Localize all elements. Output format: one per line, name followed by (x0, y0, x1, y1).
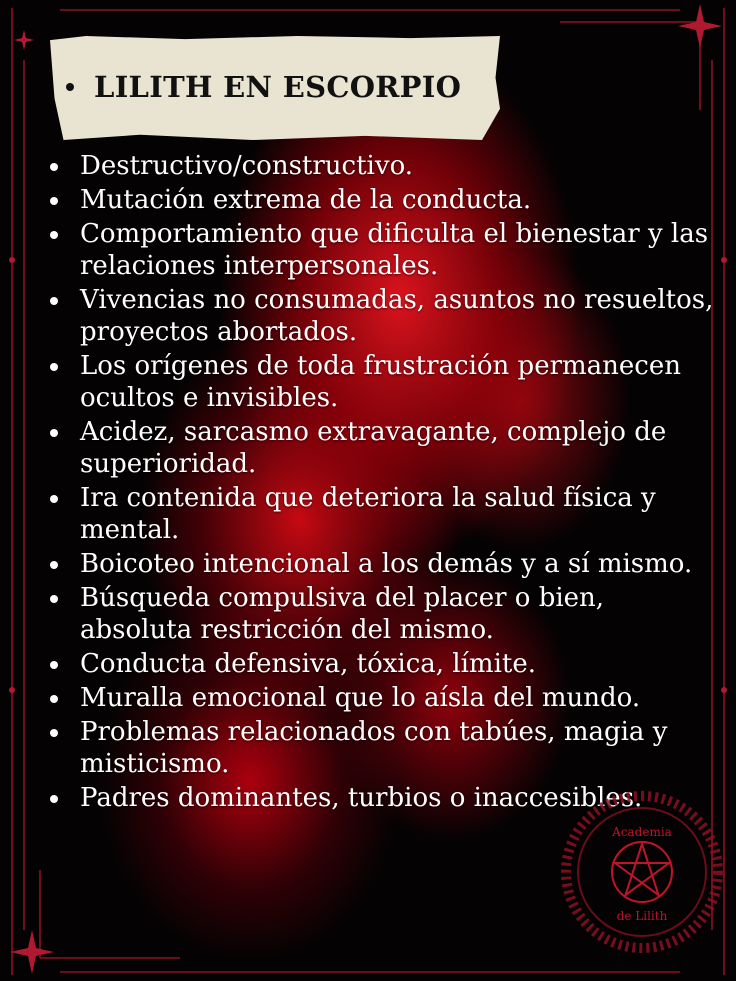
bullet-dot (50, 661, 58, 669)
list-item (44, 716, 714, 780)
list-item (44, 416, 714, 480)
title-bullet (66, 83, 74, 91)
list-item (44, 284, 714, 348)
page-title (66, 70, 461, 104)
list-item (44, 648, 714, 680)
list-item-text: Acidez, sarcasmo extravagante, complejo de superioridad. (80, 417, 667, 479)
bullet-dot (50, 729, 58, 737)
bullet-dot (50, 429, 58, 437)
bullet-dot (50, 363, 58, 371)
list-item-text: Mutación extrema de la conducta. (80, 185, 532, 215)
list-item-text: Problemas relacionados con tabúes, magia y misticismo. (80, 717, 668, 779)
bullet-dot (50, 495, 58, 503)
list-item (44, 350, 714, 414)
list-item (44, 582, 714, 646)
list-item-text: Conducta defensiva, tóxica, límite. (80, 649, 536, 679)
academy-seal-logo (560, 790, 725, 955)
list-item-text: Ira contenida que deteriora la salud física y mental. (80, 483, 656, 545)
bullet-dot (50, 595, 58, 603)
list-item-text: Boicoteo intencional a los demás y a sí mismo. (80, 549, 693, 579)
list-item (44, 548, 714, 580)
list-item (44, 218, 714, 282)
list-item (44, 682, 714, 714)
bullet-dot (50, 163, 58, 171)
title-text: LILITH EN ESCORPIO (94, 70, 462, 104)
list-item (44, 482, 714, 546)
pentagram-icon (612, 842, 672, 902)
bullet-dot (50, 197, 58, 205)
list-item-text: Muralla emocional que lo aísla del mundo. (80, 683, 641, 713)
list-item-text: Padres dominantes, turbios o inaccesibles. (80, 783, 643, 813)
bullet-dot (50, 695, 58, 703)
list-item-text: Comportamiento que dificulta el bienestar y las relaciones interpersonales. (80, 219, 709, 281)
list-item (44, 184, 714, 216)
list-item-text: Búsqueda compulsiva del placer o bien, absoluta restricción del mismo. (80, 583, 605, 645)
list-item-text: Los orígenes de toda frustración permanecen ocultos e invisibles. (80, 351, 681, 413)
seal-bottom-text: de Lilith (616, 909, 668, 923)
list-item-text: Vivencias no consumadas, asuntos no resueltos, proyectos abortados. (80, 285, 714, 347)
list-item-text: Destructivo/constructivo. (80, 151, 414, 181)
bullet-dot (50, 561, 58, 569)
seal-top-text: Academia (612, 825, 672, 839)
bullet-dot (50, 297, 58, 305)
bullet-dot (50, 231, 58, 239)
trait-list (44, 150, 714, 816)
bullet-dot (50, 795, 58, 803)
list-item (44, 150, 714, 182)
